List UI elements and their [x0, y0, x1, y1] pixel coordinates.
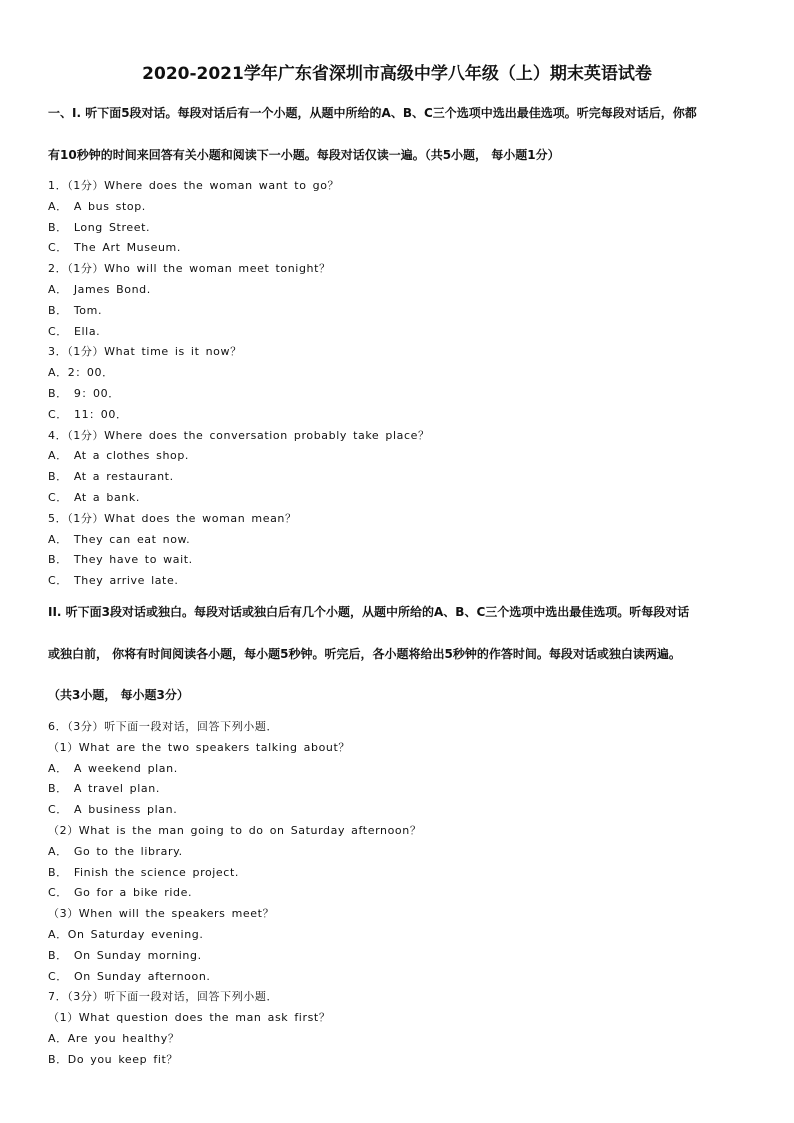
- section1-instructions-line1: 一、I. 听下面5段对话。每段对话后有一个小题，从题中所给的A、B、C三个选项中选出最佳选项。听完每段对话后，你都: [48, 106, 697, 120]
- question-line: （1）What are the two speakers talking about？: [48, 740, 351, 754]
- answer-option: A． At a clothes shop.: [48, 449, 190, 463]
- section2-instructions-line3: （共3小题， 每小题3分）: [48, 688, 189, 702]
- question-line: （2）What is the man going to do on Saturday afternoon？: [48, 824, 422, 837]
- answer-option: B． Tom.: [48, 303, 103, 317]
- question-line: 3．（1分）What time is it now？: [48, 345, 242, 359]
- answer-option: C． On Sunday afternoon.: [48, 969, 211, 983]
- answer-option: A．On Saturday evening.: [48, 928, 204, 941]
- answer-option: B． Long Street.: [48, 220, 151, 234]
- question-line: （3）When will the speakers meet？: [48, 907, 275, 921]
- section1-instructions-line2: 有10秒钟的时间来回答有关小题和阅读下一小题。每段对话仅读一遍。（共5小题， 每小题1分）: [48, 148, 560, 162]
- answer-option: B． At a restaurant.: [48, 470, 174, 484]
- answer-option: C． The Art Museum.: [48, 241, 181, 255]
- answer-option: A． Go to the library.: [48, 844, 183, 858]
- answer-option: A． A weekend plan.: [48, 761, 178, 775]
- question-line: 1．（1分）Where does the woman want to go？: [48, 179, 340, 192]
- answer-option: C． They arrive late.: [48, 574, 179, 588]
- question-line: 7．（3分）听下面一段对话，回答下列小题．: [48, 990, 279, 1004]
- answer-option: B． A travel plan.: [48, 782, 160, 796]
- answer-option: C． Go for a bike ride.: [48, 886, 193, 900]
- answer-option: A． James Bond.: [48, 283, 151, 296]
- answer-option: C． Ella.: [48, 324, 101, 338]
- question-line: 6．（3分）听下面一段对话，回答下列小题．: [48, 720, 279, 733]
- answer-option: B． 9：00．: [48, 387, 120, 400]
- answer-option: A．2：00．: [48, 366, 114, 380]
- exam-title: 2020-2021学年广东省深圳市高级中学八年级（上）期末英语试卷: [142, 64, 652, 84]
- answer-option: A． A bus stop.: [48, 199, 146, 213]
- answer-option: B． They have to wait.: [48, 553, 193, 567]
- answer-option: C． A business plan.: [48, 803, 178, 817]
- answer-option: C． At a bank.: [48, 491, 140, 504]
- answer-option: B． On Sunday morning.: [48, 948, 202, 962]
- answer-option: A．Are you healthy？: [48, 1032, 180, 1045]
- answer-option: B． Finish the science project.: [48, 865, 239, 879]
- question-line: 2．（1分）Who will the woman meet tonight？: [48, 262, 331, 276]
- section2-instructions-line1: II. 听下面3段对话或独白。每段对话或独白后有几个小题，从题中所给的A、B、C三个选项中选出最佳选项。听每段对话: [48, 605, 690, 619]
- question-line: 5．（1分）What does the woman mean？: [48, 511, 297, 525]
- answer-option: A． They can eat now.: [48, 532, 191, 546]
- answer-option: B．Do you keep fit？: [48, 1052, 178, 1066]
- question-line: （1）What question does the man ask first？: [48, 1011, 331, 1025]
- answer-option: C． 11：00．: [48, 407, 128, 421]
- section2-instructions-line2: 或独白前， 你将有时间阅读各小题，每小题5秒钟。听完后，各小题将给出5秒钟的作答时间。每段对话或独白读两遍。: [48, 647, 681, 661]
- question-line: 4．（1分）Where does the conversation probably take place？: [48, 428, 430, 442]
